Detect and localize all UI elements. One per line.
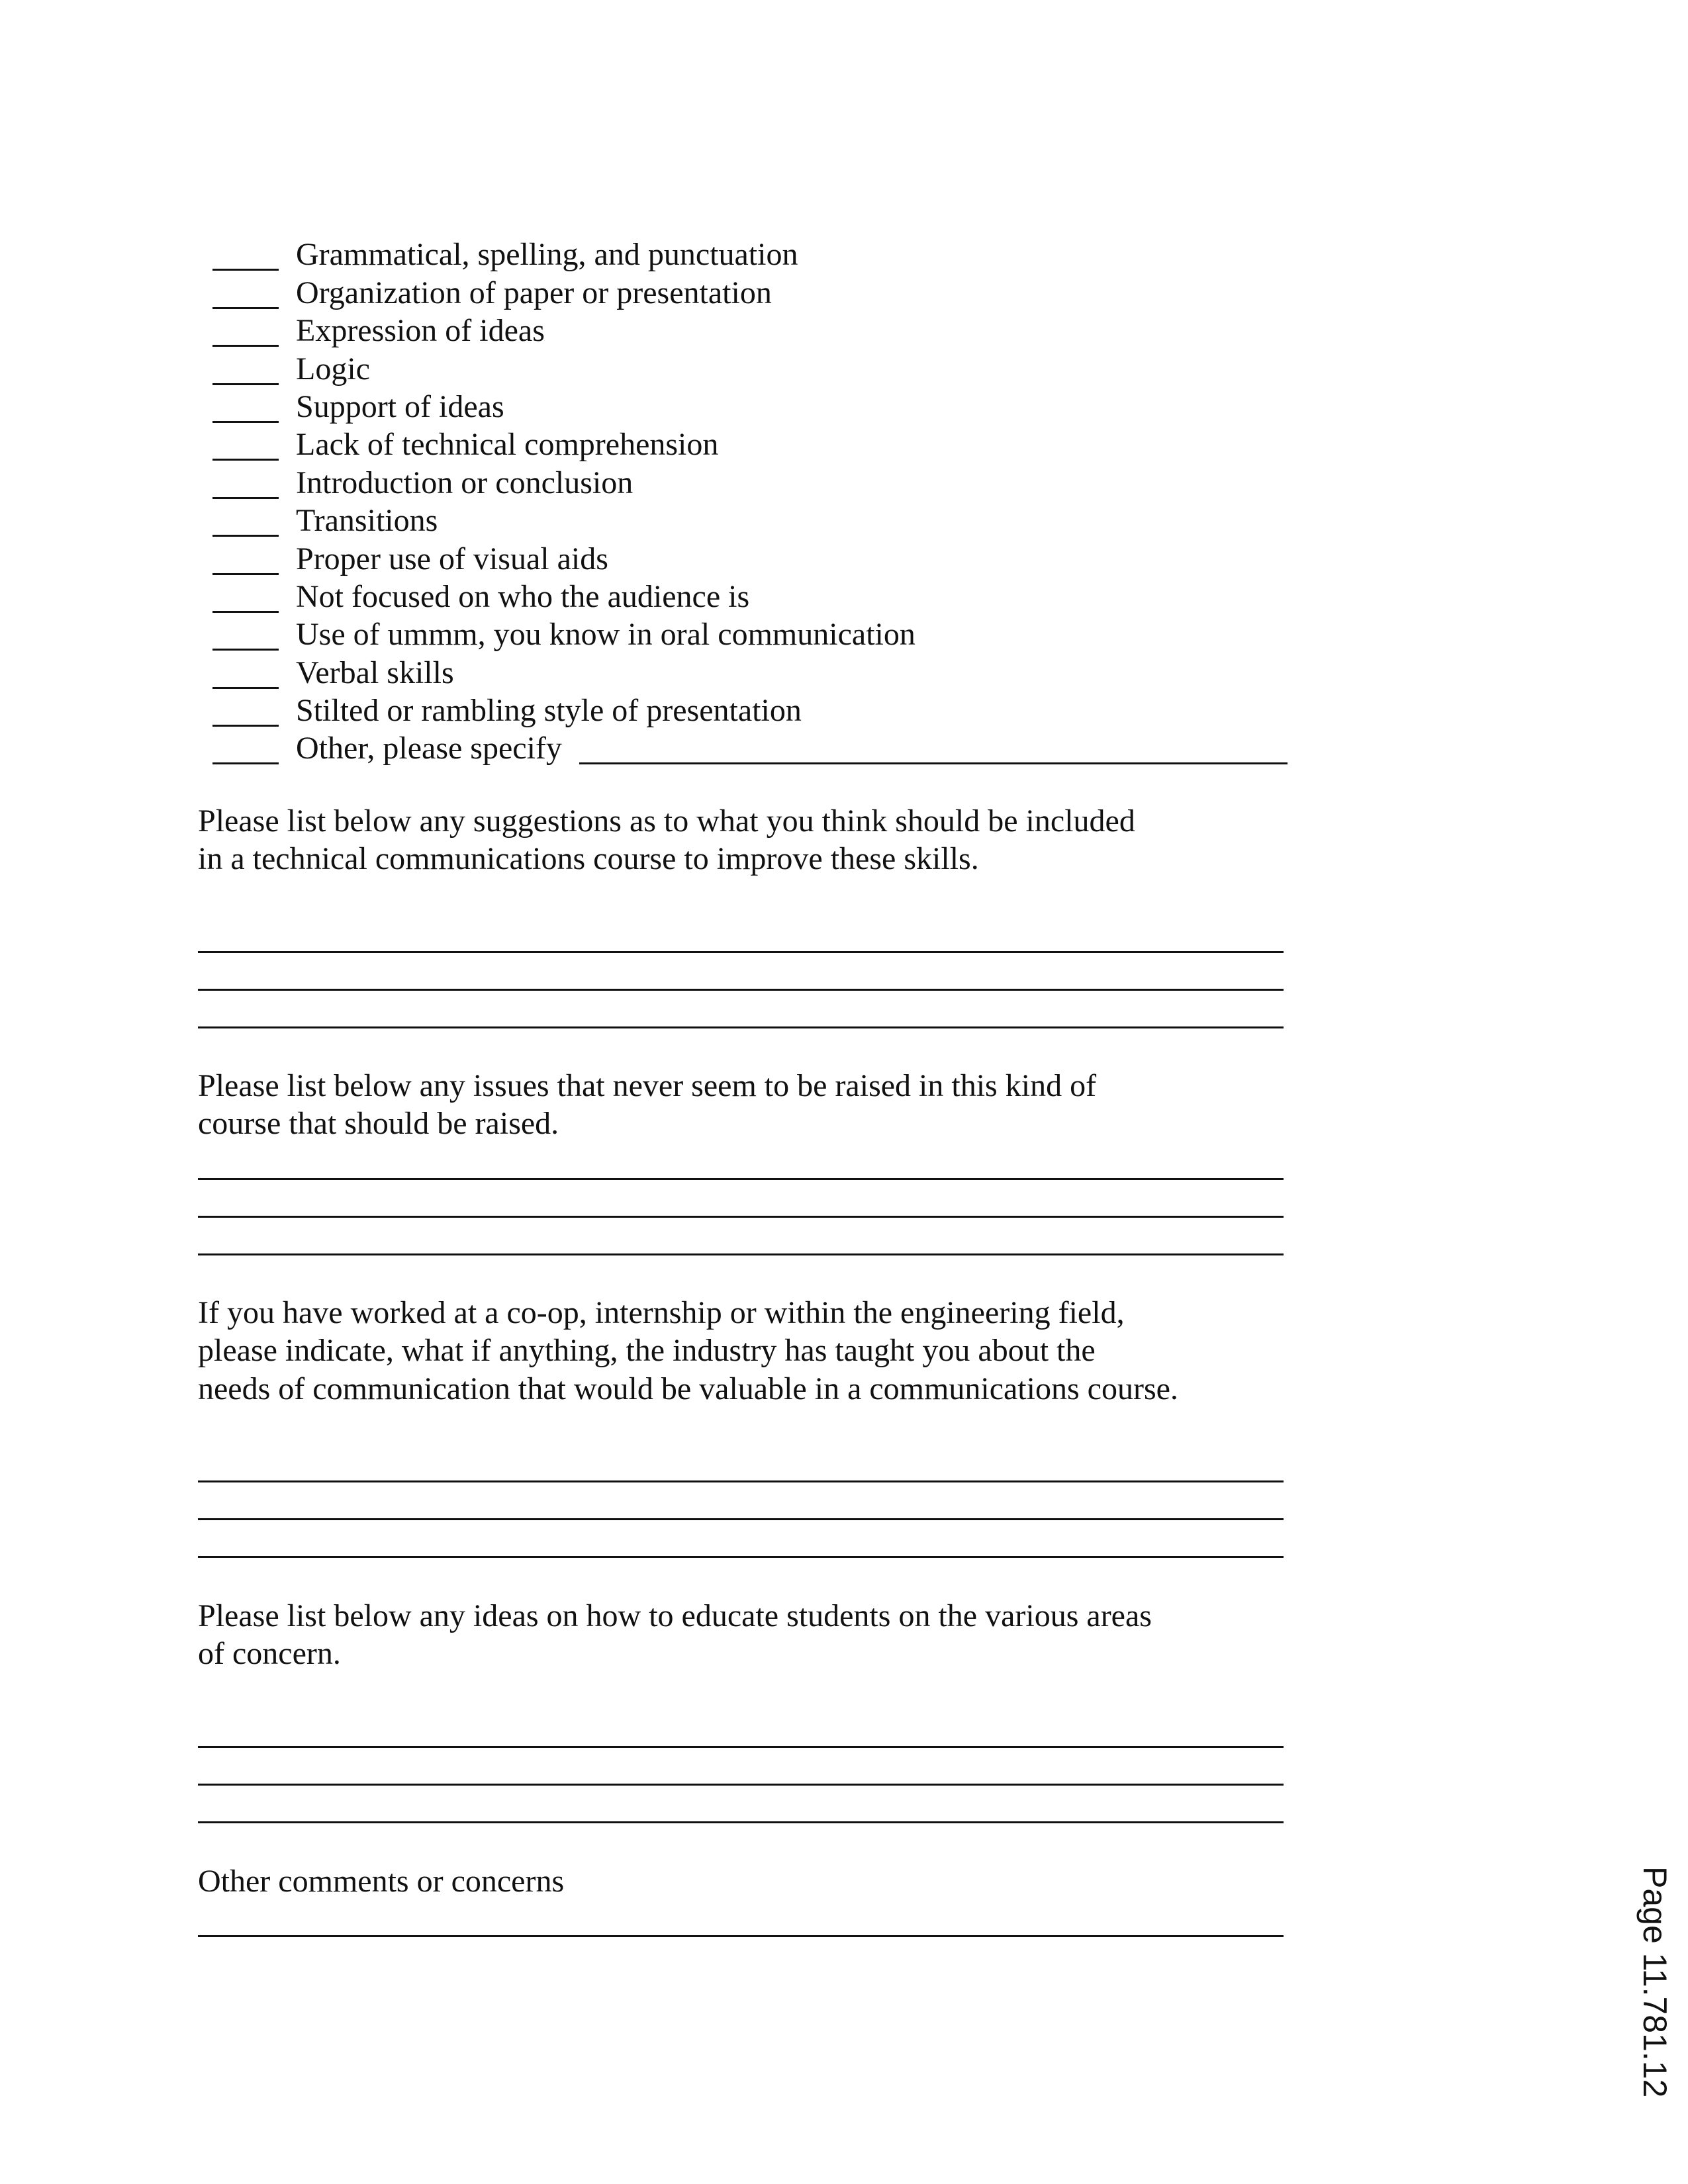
checkbox-blank[interactable] (212, 354, 279, 385)
checklist-item (212, 502, 1288, 539)
question-line: in a technical communications course to improve these skills. (198, 841, 979, 877)
checklist-item-label: Transitions (296, 503, 438, 539)
checkbox-blank[interactable] (212, 733, 279, 764)
checkbox-blank[interactable] (212, 278, 279, 309)
checkbox-blank[interactable] (212, 658, 279, 689)
checklist-item-label: Verbal skills (296, 655, 454, 690)
checklist-item-label: Stilted or rambling style of presentation (296, 693, 802, 729)
question-unraised-issues (198, 1067, 1323, 1143)
checklist-item (212, 653, 1288, 691)
checkbox-blank[interactable] (212, 544, 279, 575)
answer-line-education-ideas[interactable] (198, 1746, 1284, 1748)
checklist-item (212, 539, 1288, 577)
checklist-item (212, 615, 1288, 653)
checkbox-blank[interactable] (212, 430, 279, 461)
question-line: Please list below any issues that never seem to be raised in this kind of (198, 1068, 1097, 1103)
answer-line-suggestions[interactable] (198, 1026, 1284, 1028)
question-suggestions (198, 802, 1323, 878)
question-line: Other comments or concerns (198, 1864, 565, 1899)
answer-line-unraised-issues[interactable] (198, 1216, 1284, 1218)
page-number-stamp: Page 11.781.12 (1636, 1866, 1673, 2098)
checklist-item (212, 692, 1288, 729)
question-line: course that should be raised. (198, 1106, 559, 1142)
question-line: Please list below any ideas on how to educate students on the various areas (198, 1598, 1152, 1633)
checklist-item-label: Logic (296, 351, 370, 387)
answer-line-unraised-issues[interactable] (198, 1178, 1284, 1180)
checkbox-blank[interactable] (212, 392, 279, 423)
checklist-item (212, 463, 1288, 501)
checklist-item-label: Lack of technical comprehension (296, 427, 719, 463)
checklist-item (212, 349, 1288, 387)
problem-area-checklist (212, 236, 1288, 767)
other-specify-field[interactable] (579, 733, 1288, 764)
answer-line-unraised-issues[interactable] (198, 1253, 1284, 1255)
checklist-item-label: Proper use of visual aids (296, 541, 608, 576)
question-line: Please list below any suggestions as to what you think should be included (198, 803, 1135, 839)
checkbox-blank[interactable] (212, 468, 279, 499)
answer-line-other-comments[interactable] (198, 1935, 1284, 1937)
answer-line-industry-experience[interactable] (198, 1556, 1284, 1558)
question-industry-experience (198, 1294, 1323, 1408)
checklist-item-label: Other, please specify (296, 731, 562, 766)
checklist-item-label: Grammatical, spelling, and punctuation (296, 237, 798, 273)
checklist-item-label: Expression of ideas (296, 313, 545, 349)
question-line: needs of communication that would be valuable in a communications course. (198, 1371, 1178, 1406)
question-other-comments (198, 1862, 1323, 1900)
checkbox-blank[interactable] (212, 316, 279, 347)
checklist-item (212, 388, 1288, 426)
checklist-item-label: Not focused on who the audience is (296, 578, 750, 614)
question-line: please indicate, what if anything, the industry has taught you about the (198, 1333, 1096, 1369)
checklist-item-label: Introduction or conclusion (296, 465, 633, 500)
checklist-item (212, 426, 1288, 463)
answer-line-suggestions[interactable] (198, 989, 1284, 991)
checklist-item-other (212, 729, 1288, 767)
question-education-ideas (198, 1597, 1323, 1673)
checklist-item-label: Support of ideas (296, 388, 504, 424)
answer-line-education-ideas[interactable] (198, 1784, 1284, 1786)
answer-line-suggestions[interactable] (198, 951, 1284, 953)
checklist-item (212, 312, 1288, 349)
checkbox-blank[interactable] (212, 696, 279, 727)
checkbox-blank[interactable] (212, 506, 279, 537)
checklist-item-label: Use of ummm, you know in oral communication (296, 617, 915, 653)
answer-line-education-ideas[interactable] (198, 1821, 1284, 1823)
checkbox-blank[interactable] (212, 582, 279, 613)
checkbox-blank[interactable] (212, 619, 279, 651)
checklist-item (212, 578, 1288, 615)
checklist-item (212, 273, 1288, 311)
answer-line-industry-experience[interactable] (198, 1480, 1284, 1482)
question-line: If you have worked at a co-op, internship or within the engineering field, (198, 1295, 1125, 1330)
answer-line-industry-experience[interactable] (198, 1518, 1284, 1520)
checklist-item (212, 236, 1288, 273)
question-line: of concern. (198, 1636, 341, 1672)
checkbox-blank[interactable] (212, 240, 279, 271)
checklist-item-label: Organization of paper or presentation (296, 275, 772, 310)
